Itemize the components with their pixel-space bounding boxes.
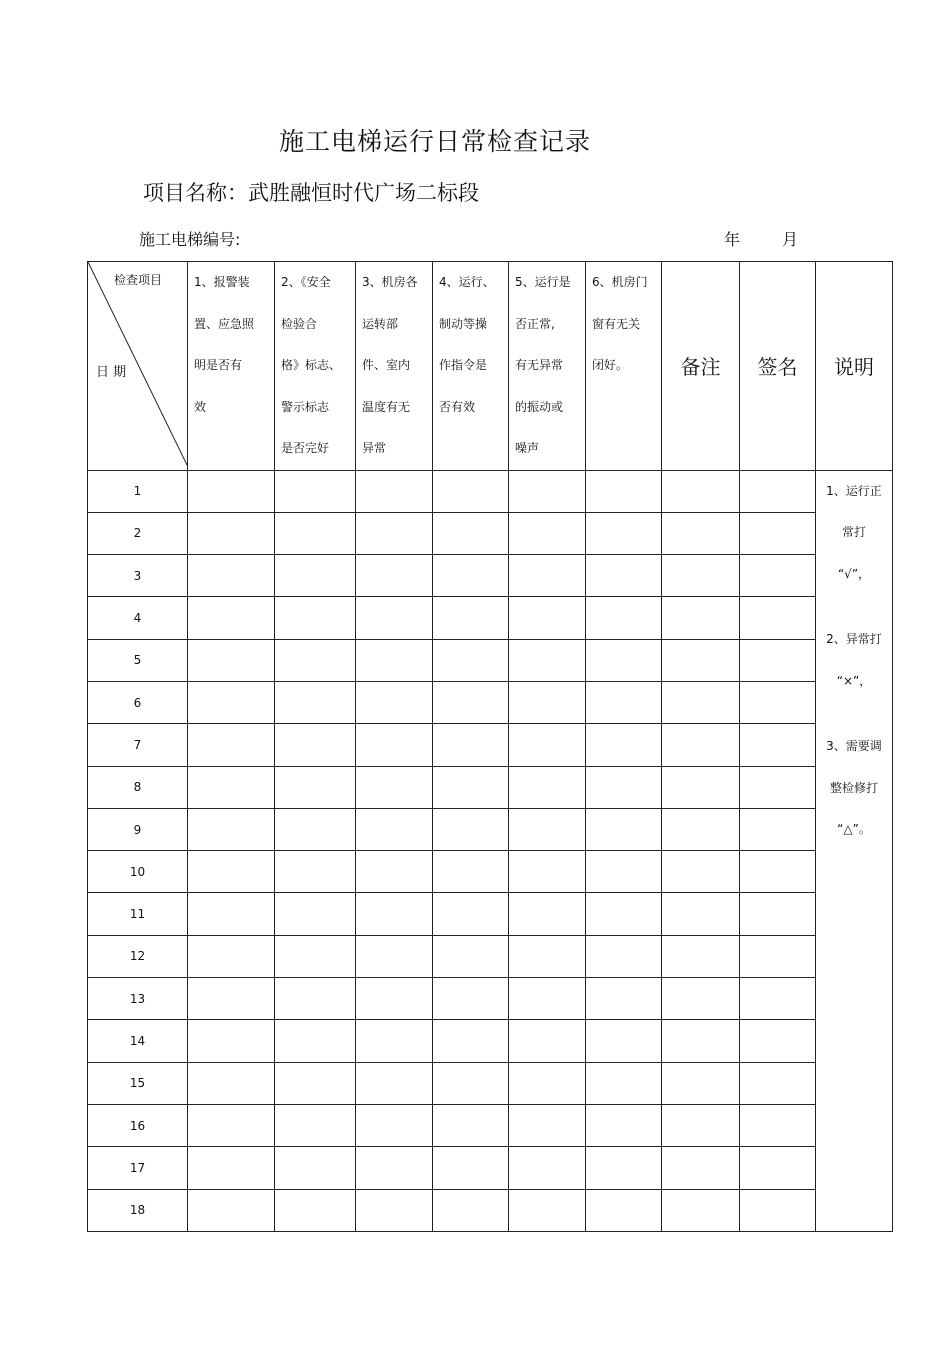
- check-cell-6[interactable]: [586, 724, 662, 766]
- check-cell-4[interactable]: [433, 1020, 509, 1062]
- check-cell-1[interactable]: [188, 1020, 275, 1062]
- table-row: [88, 597, 893, 639]
- check-cell-6[interactable]: [586, 1189, 662, 1231]
- check-cell-5[interactable]: [509, 851, 586, 893]
- signature-cell[interactable]: [740, 893, 816, 935]
- remark-cell[interactable]: [662, 512, 740, 554]
- check-cell-2[interactable]: [275, 1062, 356, 1104]
- remark-cell[interactable]: [662, 1020, 740, 1062]
- notes-header: 说明: [816, 262, 893, 471]
- signature-cell[interactable]: [740, 597, 816, 639]
- signature-cell[interactable]: [740, 1062, 816, 1104]
- check-cell-5[interactable]: [509, 893, 586, 935]
- day-number: 5: [88, 639, 188, 681]
- day-number: 13: [88, 978, 188, 1020]
- item-header-2: 2、《安全 检验合 格》标志、 警示标志 是否完好: [275, 262, 356, 471]
- remark-cell[interactable]: [662, 935, 740, 977]
- note-line: “√”，: [837, 566, 871, 581]
- check-cell-1[interactable]: [188, 766, 275, 808]
- remark-header: 备注: [662, 262, 740, 471]
- check-cell-5[interactable]: [509, 935, 586, 977]
- inspection-table: [87, 261, 893, 1232]
- item-header-5: 5、运行是 否正常, 有无异常 的振动或 噪声: [509, 262, 586, 471]
- day-number: 11: [88, 893, 188, 935]
- table-row: [88, 935, 893, 977]
- check-cell-6[interactable]: [586, 1147, 662, 1189]
- check-cell-4[interactable]: [433, 597, 509, 639]
- check-cell-3[interactable]: [356, 512, 433, 554]
- day-number: 10: [88, 851, 188, 893]
- check-cell-2[interactable]: [275, 808, 356, 850]
- check-cell-1[interactable]: [188, 1147, 275, 1189]
- table-row: [88, 1189, 893, 1231]
- table-row: [88, 893, 893, 935]
- check-cell-5[interactable]: [509, 555, 586, 597]
- remark-cell[interactable]: [662, 470, 740, 512]
- check-cell-2[interactable]: [275, 555, 356, 597]
- check-cell-3[interactable]: [356, 597, 433, 639]
- check-cell-6[interactable]: [586, 1020, 662, 1062]
- sign-header: 签名: [740, 262, 816, 471]
- signature-cell[interactable]: [740, 766, 816, 808]
- corner-top-label: 检查项目: [114, 273, 163, 287]
- remark-cell[interactable]: [662, 978, 740, 1020]
- day-number: 3: [88, 555, 188, 597]
- check-cell-6[interactable]: [586, 555, 662, 597]
- check-cell-6[interactable]: [586, 851, 662, 893]
- corner-left-label: 日 期: [96, 365, 127, 380]
- corner-cell: [88, 262, 188, 471]
- check-cell-6[interactable]: [586, 512, 662, 554]
- item-header-4: 4、运行、 制动等操 作指令是 否有效: [433, 262, 509, 471]
- project-name: 项目名称：武胜融恒时代广场二标段: [143, 181, 479, 205]
- check-cell-1[interactable]: [188, 1104, 275, 1146]
- check-cell-1[interactable]: [188, 893, 275, 935]
- day-number: 8: [88, 766, 188, 808]
- remark-cell[interactable]: [662, 681, 740, 723]
- table-row: [88, 639, 893, 681]
- check-cell-1[interactable]: [188, 639, 275, 681]
- check-cell-4[interactable]: [433, 1189, 509, 1231]
- note-line: “×”，: [836, 673, 872, 688]
- year-label: 年: [724, 230, 741, 249]
- check-cell-5[interactable]: [509, 766, 586, 808]
- check-cell-4[interactable]: [433, 766, 509, 808]
- check-cell-1[interactable]: [188, 681, 275, 723]
- check-cell-2[interactable]: [275, 724, 356, 766]
- signature-cell[interactable]: [740, 724, 816, 766]
- day-number: 14: [88, 1020, 188, 1062]
- signature-cell[interactable]: [740, 851, 816, 893]
- check-cell-4[interactable]: [433, 978, 509, 1020]
- check-cell-3[interactable]: [356, 555, 433, 597]
- check-cell-1[interactable]: [188, 935, 275, 977]
- check-cell-1[interactable]: [188, 724, 275, 766]
- check-cell-5[interactable]: [509, 512, 586, 554]
- table-row: [88, 766, 893, 808]
- signature-cell[interactable]: [740, 512, 816, 554]
- day-number: 15: [88, 1062, 188, 1104]
- signature-cell[interactable]: [740, 1189, 816, 1231]
- remark-cell[interactable]: [662, 851, 740, 893]
- check-cell-1[interactable]: [188, 512, 275, 554]
- check-cell-3[interactable]: [356, 724, 433, 766]
- check-cell-4[interactable]: [433, 512, 509, 554]
- check-cell-3[interactable]: [356, 1104, 433, 1146]
- day-number: 12: [88, 935, 188, 977]
- check-cell-5[interactable]: [509, 1189, 586, 1231]
- check-cell-5[interactable]: [509, 724, 586, 766]
- check-cell-5[interactable]: [509, 808, 586, 850]
- check-cell-2[interactable]: [275, 1147, 356, 1189]
- note-line: 常打: [841, 525, 866, 539]
- check-cell-2[interactable]: [275, 1189, 356, 1231]
- note-line: 整检修打: [829, 780, 878, 795]
- check-cell-5[interactable]: [509, 1062, 586, 1104]
- check-cell-6[interactable]: [586, 597, 662, 639]
- check-cell-3[interactable]: [356, 1189, 433, 1231]
- remark-cell[interactable]: [662, 597, 740, 639]
- check-cell-5[interactable]: [509, 681, 586, 723]
- table-row: [88, 555, 893, 597]
- check-cell-6[interactable]: [586, 935, 662, 977]
- table-row: [88, 512, 893, 554]
- remark-cell[interactable]: [662, 808, 740, 850]
- check-cell-4[interactable]: [433, 1147, 509, 1189]
- check-cell-2[interactable]: [275, 681, 356, 723]
- check-cell-4[interactable]: [433, 893, 509, 935]
- day-number: 9: [88, 808, 188, 850]
- check-cell-6[interactable]: [586, 1062, 662, 1104]
- remark-cell[interactable]: [662, 766, 740, 808]
- check-cell-2[interactable]: [275, 935, 356, 977]
- check-cell-2[interactable]: [275, 1104, 356, 1146]
- table-row: [88, 1104, 893, 1146]
- signature-cell[interactable]: [740, 808, 816, 850]
- signature-cell[interactable]: [740, 555, 816, 597]
- check-cell-5[interactable]: [509, 639, 586, 681]
- check-cell-2[interactable]: [275, 470, 356, 512]
- check-cell-3[interactable]: [356, 639, 433, 681]
- check-cell-1[interactable]: [188, 1062, 275, 1104]
- item-header-6: 6、机房门 窗有无关 闭好。: [586, 262, 662, 471]
- check-cell-4[interactable]: [433, 724, 509, 766]
- check-cell-3[interactable]: [356, 1062, 433, 1104]
- table-row: [88, 808, 893, 850]
- remark-cell[interactable]: [662, 1104, 740, 1146]
- remark-cell[interactable]: [662, 724, 740, 766]
- check-cell-2[interactable]: [275, 597, 356, 639]
- check-cell-1[interactable]: [188, 597, 275, 639]
- day-number: 4: [88, 597, 188, 639]
- month-label: 月: [782, 230, 799, 249]
- day-number: 16: [88, 1104, 188, 1146]
- check-cell-6[interactable]: [586, 1104, 662, 1146]
- check-cell-5[interactable]: [509, 978, 586, 1020]
- signature-cell[interactable]: [740, 681, 816, 723]
- signature-cell[interactable]: [740, 1020, 816, 1062]
- check-cell-6[interactable]: [586, 808, 662, 850]
- check-cell-3[interactable]: [356, 978, 433, 1020]
- check-cell-6[interactable]: [586, 639, 662, 681]
- check-cell-6[interactable]: [586, 766, 662, 808]
- check-cell-3[interactable]: [356, 893, 433, 935]
- check-cell-1[interactable]: [188, 808, 275, 850]
- check-cell-4[interactable]: [433, 1062, 509, 1104]
- check-cell-4[interactable]: [433, 851, 509, 893]
- check-cell-3[interactable]: [356, 681, 433, 723]
- check-cell-3[interactable]: [356, 851, 433, 893]
- remark-cell[interactable]: [662, 1189, 740, 1231]
- signature-cell[interactable]: [740, 470, 816, 512]
- table-row: [88, 681, 893, 723]
- signature-cell[interactable]: [740, 639, 816, 681]
- item-header-1: 1、报警装 置、应急照 明是否有 效: [188, 262, 275, 471]
- day-number: 2: [88, 512, 188, 554]
- check-cell-2[interactable]: [275, 893, 356, 935]
- remark-cell[interactable]: [662, 893, 740, 935]
- check-cell-5[interactable]: [509, 1147, 586, 1189]
- table-row: [88, 470, 893, 512]
- check-cell-1[interactable]: [188, 470, 275, 512]
- check-cell-1[interactable]: [188, 851, 275, 893]
- remark-cell[interactable]: [662, 1147, 740, 1189]
- table-row: [88, 724, 893, 766]
- remark-cell[interactable]: [662, 1062, 740, 1104]
- table-row: [88, 1020, 893, 1062]
- check-cell-3[interactable]: [356, 1020, 433, 1062]
- table-row: [88, 978, 893, 1020]
- check-cell-4[interactable]: [433, 470, 509, 512]
- page-title: 施工电梯运行日常检查记录: [278, 127, 591, 156]
- table-row: [88, 851, 893, 893]
- table-row: [88, 1147, 893, 1189]
- check-cell-4[interactable]: [433, 555, 509, 597]
- item-header-3: 3、机房各 运转部 件、室内 温度有无 异常: [356, 262, 433, 471]
- check-cell-2[interactable]: [275, 1020, 356, 1062]
- header-row: [88, 262, 893, 471]
- check-cell-1[interactable]: [188, 978, 275, 1020]
- check-cell-2[interactable]: [275, 766, 356, 808]
- check-cell-4[interactable]: [433, 935, 509, 977]
- check-cell-2[interactable]: [275, 639, 356, 681]
- check-cell-5[interactable]: [509, 1020, 586, 1062]
- remark-cell[interactable]: [662, 555, 740, 597]
- elevator-number-label: 施工电梯编号:: [139, 230, 241, 249]
- check-cell-2[interactable]: [275, 851, 356, 893]
- signature-cell[interactable]: [740, 935, 816, 977]
- day-number: 1: [88, 470, 188, 512]
- check-cell-4[interactable]: [433, 1104, 509, 1146]
- check-cell-4[interactable]: [433, 681, 509, 723]
- check-cell-5[interactable]: [509, 470, 586, 512]
- signature-cell[interactable]: [740, 978, 816, 1020]
- table-row: [88, 1062, 893, 1104]
- check-cell-6[interactable]: [586, 681, 662, 723]
- day-number: 17: [88, 1147, 188, 1189]
- check-cell-4[interactable]: [433, 639, 509, 681]
- signature-cell[interactable]: [740, 1104, 816, 1146]
- check-cell-3[interactable]: [356, 470, 433, 512]
- check-cell-1[interactable]: [188, 555, 275, 597]
- note-line: 3、需要调: [826, 739, 882, 753]
- note-line: “△”。: [837, 822, 871, 836]
- check-cell-3[interactable]: [356, 808, 433, 850]
- check-cell-5[interactable]: [509, 1104, 586, 1146]
- check-cell-6[interactable]: [586, 470, 662, 512]
- check-cell-5[interactable]: [509, 597, 586, 639]
- day-number: 6: [88, 681, 188, 723]
- notes-cell: [816, 470, 893, 1231]
- day-number: 7: [88, 724, 188, 766]
- check-cell-3[interactable]: [356, 935, 433, 977]
- note-line: 1、运行正: [826, 483, 882, 498]
- check-cell-3[interactable]: [356, 1147, 433, 1189]
- note-line: 2、异常打: [826, 632, 882, 646]
- check-cell-3[interactable]: [356, 766, 433, 808]
- check-cell-2[interactable]: [275, 512, 356, 554]
- day-number: 18: [88, 1189, 188, 1231]
- check-cell-6[interactable]: [586, 893, 662, 935]
- remark-cell[interactable]: [662, 639, 740, 681]
- signature-cell[interactable]: [740, 1147, 816, 1189]
- check-cell-4[interactable]: [433, 808, 509, 850]
- check-cell-2[interactable]: [275, 978, 356, 1020]
- check-cell-6[interactable]: [586, 978, 662, 1020]
- check-cell-1[interactable]: [188, 1189, 275, 1231]
